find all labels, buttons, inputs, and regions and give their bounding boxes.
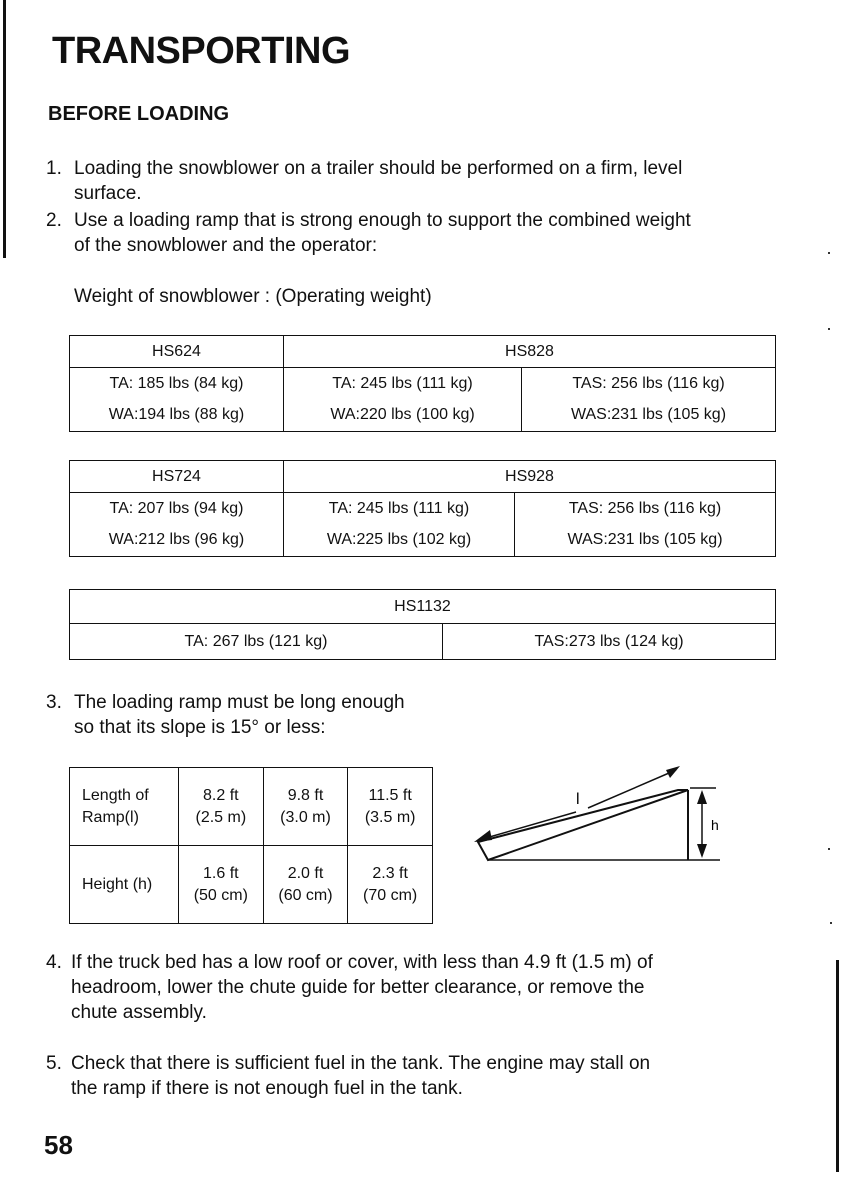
weight-cell: WAS:231 lbs (105 kg) <box>522 400 776 432</box>
item-number: 5. <box>46 1053 62 1074</box>
height-cell <box>179 846 264 924</box>
scan-speck <box>828 252 830 254</box>
weight-cell: TA: 207 lbs (94 kg) <box>70 493 284 525</box>
item-line: The loading ramp must be long enough <box>74 692 405 713</box>
item-line: of the snowblower and the operator: <box>74 235 378 256</box>
height-ft: 1.6 ft <box>203 864 239 882</box>
item-number: 3. <box>46 692 62 713</box>
page-edge-mark <box>3 0 6 258</box>
arrowhead-icon <box>697 790 707 804</box>
length-ft: 11.5 ft <box>368 786 412 804</box>
model-cell: HS928 <box>284 461 776 493</box>
height-symbol: h <box>711 817 719 833</box>
arrowhead-icon <box>474 830 492 842</box>
item-number: 1. <box>46 158 62 179</box>
weight-cell: TAS:273 lbs (124 kg) <box>443 624 776 660</box>
length-cell <box>179 768 264 846</box>
weight-cell: WAS:231 lbs (105 kg) <box>515 525 776 557</box>
item-line: the ramp if there is not enough fuel in the tank. <box>71 1078 463 1099</box>
weight-table-hs724-hs928 <box>69 460 776 557</box>
height-cm: (70 cm) <box>363 886 418 904</box>
weight-cell: WA:212 lbs (96 kg) <box>70 525 284 557</box>
section-heading: BEFORE LOADING <box>48 103 230 125</box>
item-number: 2. <box>46 210 62 231</box>
length-label: Ramp(l) <box>82 808 139 826</box>
height-cell <box>348 846 433 924</box>
page-number: 58 <box>44 1130 73 1160</box>
length-ft: 9.8 ft <box>287 786 324 804</box>
item-line: Check that there is sufficient fuel in the tank. The engine may stall on <box>71 1053 651 1074</box>
ramp-dimension-table <box>69 767 433 924</box>
length-m: (3.0 m) <box>280 808 331 826</box>
height-cell <box>263 846 348 924</box>
page-edge-mark <box>836 960 839 1172</box>
height-cm: (50 cm) <box>193 886 248 904</box>
model-cell: HS1132 <box>70 590 776 624</box>
length-cell <box>263 768 348 846</box>
weight-cell: TA: 245 lbs (111 kg) <box>284 368 522 400</box>
weight-table-hs624-hs828 <box>69 335 776 432</box>
weight-cell: WA:194 lbs (88 kg) <box>70 400 284 432</box>
length-cell <box>348 768 433 846</box>
scan-speck <box>828 848 830 850</box>
ramp-shape <box>478 790 688 860</box>
length-label-cell <box>70 768 179 846</box>
model-cell: HS724 <box>70 461 284 493</box>
weight-cell: TAS: 256 lbs (116 kg) <box>515 493 776 525</box>
arrowhead-icon <box>666 766 680 778</box>
scan-speck <box>830 922 832 924</box>
weight-cell: TA: 185 lbs (84 kg) <box>70 368 284 400</box>
item-line: chute assembly. <box>71 1002 207 1023</box>
model-cell: HS624 <box>70 336 284 368</box>
length-m: (2.5 m) <box>195 808 247 826</box>
weight-cell: TA: 267 lbs (121 kg) <box>70 624 443 660</box>
height-cm: (60 cm) <box>278 886 333 904</box>
page-title: TRANSPORTING <box>52 30 350 72</box>
item-number: 4. <box>46 952 62 973</box>
weight-cell: WA:220 lbs (100 kg) <box>284 400 522 432</box>
arrowhead-icon <box>697 844 707 858</box>
item-line: If the truck bed has a low roof or cover, with less than 4.9 ft (1.5 m) of <box>71 952 653 973</box>
item-line: Use a loading ramp that is strong enough to support the combined weight <box>74 210 691 231</box>
weight-label: Weight of snowblower : (Operating weight) <box>74 286 432 307</box>
length-label: Length of <box>82 786 149 804</box>
weight-cell: TAS: 256 lbs (116 kg) <box>522 368 776 400</box>
height-label: Height (h) <box>82 875 153 893</box>
item-line: Loading the snowblower on a trailer should be performed on a firm, level <box>74 158 683 179</box>
weight-cell: TA: 245 lbs (111 kg) <box>284 493 515 525</box>
item-line: headroom, lower the chute guide for better clearance, or remove the <box>71 977 645 998</box>
model-cell: HS828 <box>284 336 776 368</box>
length-m: (3.5 m) <box>364 808 416 826</box>
scan-speck <box>828 328 830 330</box>
height-ft: 2.3 ft <box>372 864 408 882</box>
height-ft: 2.0 ft <box>287 864 324 882</box>
weight-cell: WA:225 lbs (102 kg) <box>284 525 515 557</box>
item-line: so that its slope is 15° or less: <box>74 717 326 738</box>
length-ft: 8.2 ft <box>203 786 239 804</box>
length-symbol: l <box>576 791 580 808</box>
ramp-slope-diagram <box>468 760 728 870</box>
item-line: surface. <box>74 183 142 204</box>
weight-table-hs1132 <box>69 589 776 660</box>
height-label-cell <box>70 846 179 924</box>
